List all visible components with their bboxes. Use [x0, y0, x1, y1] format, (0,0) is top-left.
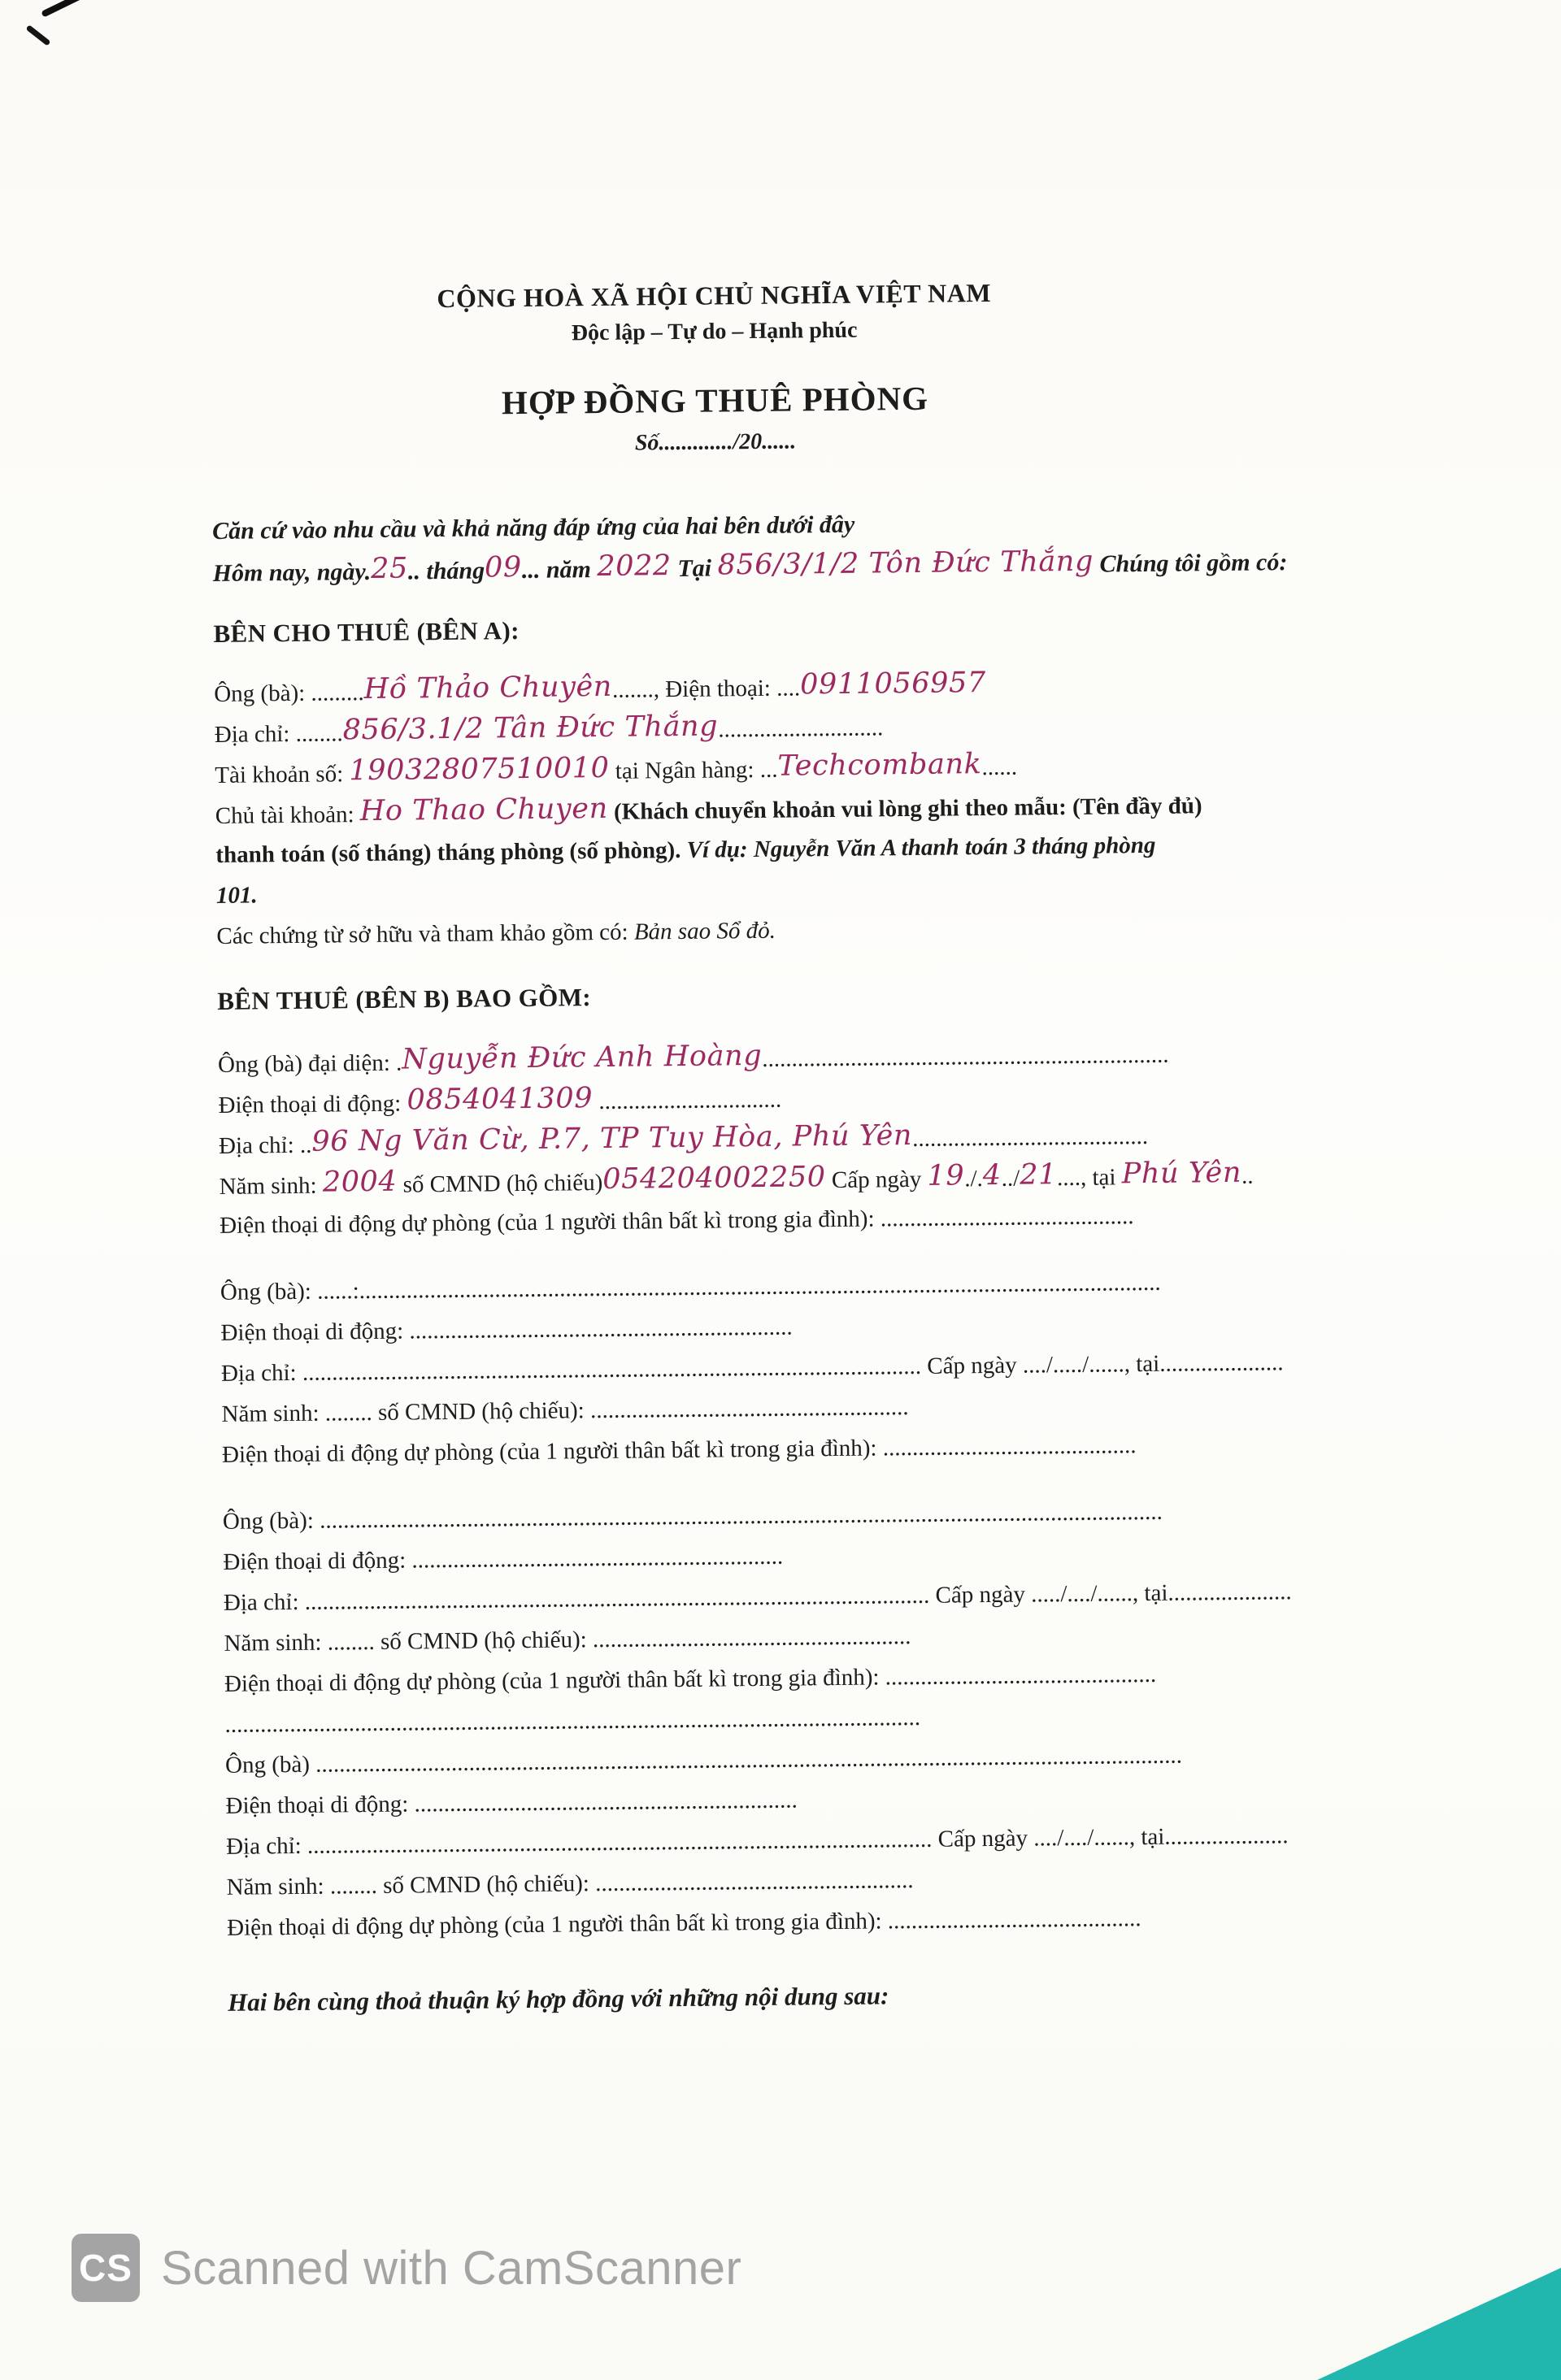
printed-text: Địa chỉ: .......................................................................................................... Cấp ngày ...../..../......, tại..................... [223, 1579, 1292, 1616]
handwritten-text: 19032807510010 [349, 751, 610, 788]
printed-text: Các chứng từ sở hữu và tham khảo gồm có: [216, 919, 635, 949]
closing-line [228, 1970, 1385, 2023]
contract-number-line: Số............./20...... [634, 428, 797, 456]
printed-text: Cấp ngày [825, 1166, 928, 1194]
printed-text: ..................................................................... [762, 1041, 1169, 1072]
section-b-title [217, 969, 1375, 1022]
printed-text: ............................ [718, 714, 884, 743]
printed-text: .. [1241, 1162, 1254, 1189]
printed-text: thanh toán (số tháng) tháng phòng (số phòng). [215, 836, 687, 868]
handwritten-text: 09 [484, 551, 523, 584]
printed-text: Điện thoại di động dự phòng (của 1 người thân bất kì trong gia đình): ........................................... [221, 1432, 1137, 1468]
printed-text: Điện thoại di động: ................................................................. [220, 1314, 793, 1346]
handwritten-text: 054204002250 [602, 1161, 826, 1196]
printed-text: tại Ngân hàng: ... [609, 756, 778, 784]
printed-text: Ông (bà) đại diện: . [217, 1049, 402, 1078]
national-title: CỘNG HOÀ XÃ HỘI CHỦ NGHĨA VIỆT NAM [437, 277, 992, 314]
handwritten-text: 21 [1020, 1158, 1058, 1192]
handwritten-text: 856/3.1/2 Tân Đức Thắng [342, 710, 719, 747]
printed-text: Địa chỉ: .......................................................................................................... Cấp ngày ..../..../......, tại..................... [225, 1822, 1289, 1860]
handwritten-text: 2004 [322, 1165, 398, 1199]
camscanner-label: Scanned with CamScanner [161, 2241, 742, 2295]
camscanner-corner-triangle-icon [1317, 2268, 1561, 2380]
printed-text: Địa chỉ: ........ [214, 720, 343, 748]
printed-text: Địa chỉ: ......................................................................................................... Cấp ngày ..../...../......, tại..................... [220, 1349, 1284, 1387]
printed-text: Chủ tài khoản: [215, 801, 361, 829]
handwritten-text: Nguyễn Đức Anh Hoàng [402, 1039, 763, 1076]
handwritten-text: 96 Ng Văn Cừ, P.7, TP Tuy Hòa, Phú Yên [311, 1119, 913, 1158]
contract-body [212, 499, 1385, 2023]
printed-text: ../ [1001, 1165, 1020, 1192]
contract-title: HỢP ĐỒNG THUÊ PHÒNG [501, 379, 929, 422]
handwritten-text: Hồ Thảo Chuyên [363, 670, 613, 706]
printed-text: ......., Điện thoại: .... [611, 675, 801, 703]
printed-text: Tài khoản số: [215, 761, 350, 788]
pen-stroke-tail [25, 24, 50, 46]
handwritten-text: 856/3/1/2 Tôn Đức Thắng [717, 545, 1094, 582]
printed-text: Năm sinh: [219, 1172, 324, 1200]
printed-text: ............................... [593, 1086, 782, 1115]
printed-text: Năm sinh: ........ số CMND (hộ chiếu): ...................................................... [224, 1623, 911, 1657]
section-a-title [213, 602, 1371, 654]
national-motto: Độc lập – Tự do – Hạnh phúc [571, 317, 858, 346]
pen-stroke-mark [41, 0, 154, 18]
printed-text: Ông (bà): ......... [214, 680, 364, 707]
printed-text: ...., tại [1056, 1164, 1122, 1192]
printed-text: Năm sinh: ........ số CMND (hộ chiếu): ...................................................... [226, 1867, 914, 1900]
printed-text: 101. [215, 882, 258, 909]
handwritten-text: Ho Thao Chuyen [359, 792, 608, 828]
handwritten-text: 0911056957 [799, 667, 986, 701]
printed-text: ... năm [521, 556, 598, 584]
handwritten-text: 2022 [597, 549, 672, 584]
printed-text: số CMND (hộ chiếu) [397, 1170, 603, 1198]
handwritten-text: 19 [927, 1159, 965, 1192]
printed-text: Điện thoại di động: ................................................................. [225, 1787, 798, 1819]
printed-text: Năm sinh: ........ số CMND (hộ chiếu): ...................................................... [221, 1394, 909, 1427]
printed-text: Hôm nay, ngày. [212, 558, 372, 587]
printed-text: Bản sao Sổ đỏ. [633, 917, 776, 945]
printed-text: Ông (bà) ................................................................................................................................................... [224, 1742, 1183, 1778]
printed-text: Căn cứ vào nhu cầu và khả năng đáp ứng của hai bên dưới đây [211, 510, 855, 545]
handwritten-text: 4 [982, 1158, 1002, 1192]
handwritten-text: 0854041309 [407, 1082, 594, 1117]
printed-text: Ông (bà): ............................................................................................................................................... [222, 1498, 1163, 1535]
printed-text: Hai bên cùng thoả thuận ký hợp đồng với những nội dung sau: [227, 1981, 889, 2017]
printed-text: Điện thoại di động: ............................................................... [223, 1543, 784, 1575]
printed-text: Điện thoại di động: [218, 1090, 407, 1118]
printed-text: ...................................................................................................................... [224, 1704, 921, 1738]
printed-text: ........................................ [911, 1123, 1149, 1153]
printed-text: BÊN THUÊ (BÊN B) BAO GỒM: [217, 983, 592, 1015]
printed-text: BÊN CHO THUÊ (BÊN A): [213, 616, 520, 648]
printed-text: Chúng tôi gồm có: [1093, 549, 1288, 578]
camscanner-logo-icon: CS [72, 2234, 140, 2302]
document-header [210, 276, 1220, 461]
handwritten-text: Techcombank [777, 748, 982, 783]
printed-text: Điện thoại di động dự phòng (của 1 người thân bất kì trong gia đình): ........................................... [226, 1905, 1141, 1941]
printed-text: Địa chỉ: .. [218, 1131, 312, 1159]
printed-text: (Khách chuyển khoản vui lòng ghi theo mẫu: (Tên đầy đủ) [607, 793, 1202, 825]
contract-content [210, 274, 1385, 2023]
printed-text: ./. [964, 1166, 983, 1192]
printed-text: Ví dụ: Nguyễn Văn A thanh toán 3 tháng phòng [686, 832, 1156, 863]
printed-text: Điện thoại di động dự phòng (của 1 người thân bất kì trong gia đình): ........................................... [219, 1203, 1134, 1239]
printed-text: Ông (bà): ......:........................................................................................................................................ [220, 1269, 1161, 1305]
printed-text: .. tháng [407, 557, 485, 585]
handwritten-text: Phú Yên [1121, 1156, 1242, 1191]
camscanner-footer [72, 2234, 741, 2302]
handwritten-text: 25 [370, 552, 409, 585]
printed-text: Tại [671, 554, 718, 583]
printed-text: ...... [981, 754, 1018, 781]
printed-text: Điện thoại di động dự phòng (của 1 người thân bất kì trong gia đình): .............................................. [224, 1661, 1157, 1697]
